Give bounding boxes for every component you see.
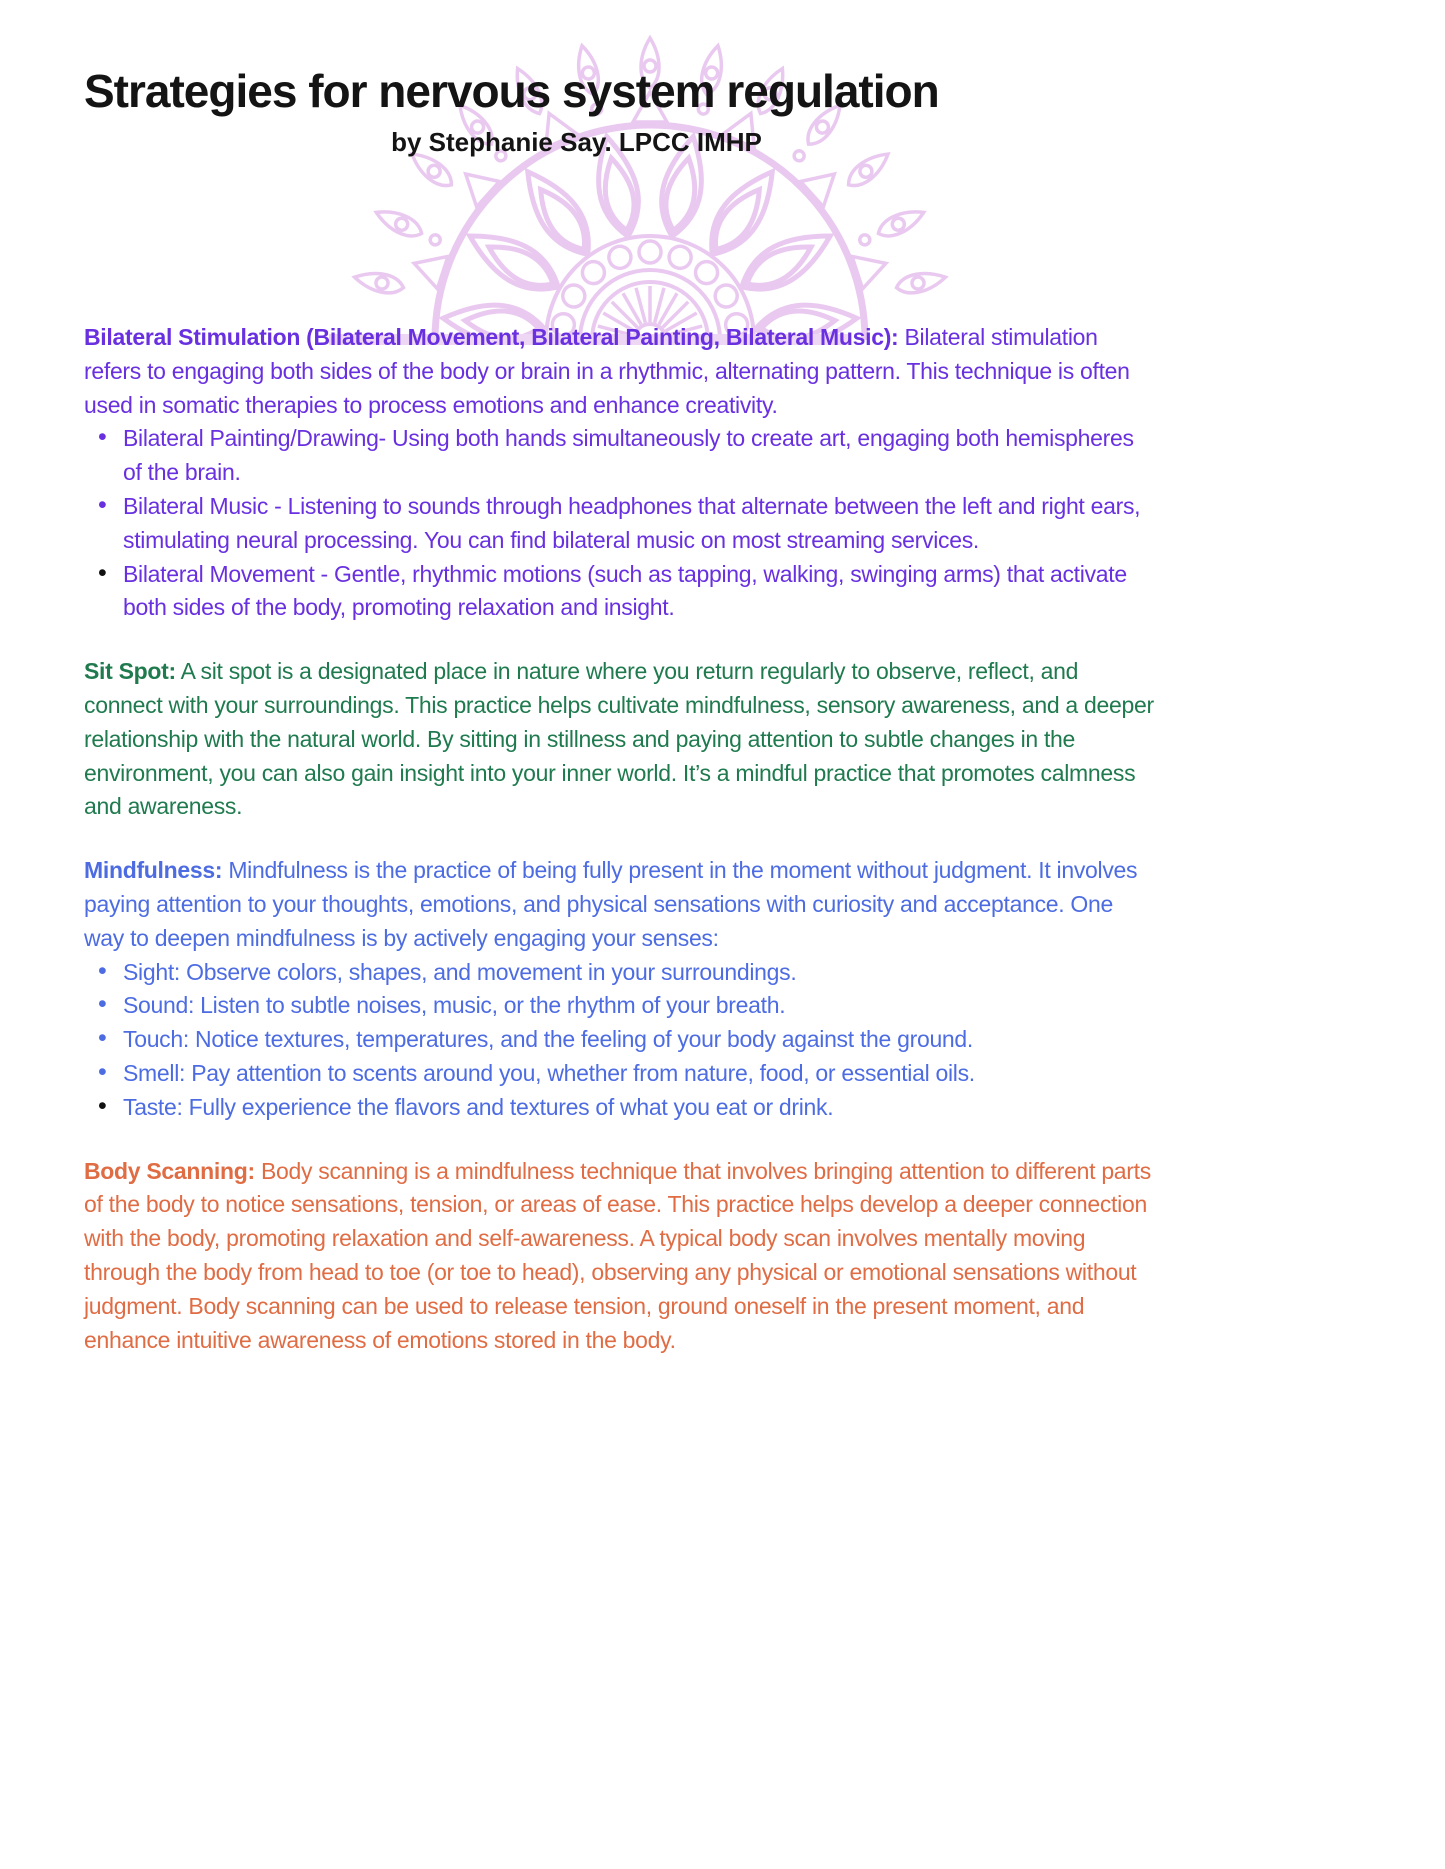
section-body-text: Mindfulness is the practice of being fully present in the moment without judgment. It involves paying attention to your thoughts, emotions, and physical sensations with curiosity and acceptance. One way to deepen mindfulness is by actively engaging your senses:	[84, 857, 1138, 951]
section-paragraph	[84, 655, 1154, 824]
section-body-text: A sit spot is a designated place in nature where you return regularly to observe, reflect, and connect with your surroundings. This practice helps cultivate mindfulness, sensory awareness, and a deeper relationship with the natural world. By sitting in stillness and paying attention to subtle changes in the environment, you can also gain insight into your inner world. It’s a mindful practice that promotes calmness and awareness.	[84, 658, 1154, 820]
list-item	[84, 558, 1154, 626]
bullet-icon: •	[98, 990, 107, 1019]
section-body-scanning	[84, 1155, 1154, 1358]
section-heading: Sit Spot:	[84, 658, 176, 685]
page-title: Strategies for nervous system regulation	[84, 65, 939, 117]
section-paragraph	[84, 1155, 1154, 1358]
list-item	[84, 989, 1154, 1023]
section-heading: Body Scanning:	[84, 1157, 255, 1184]
byline: by Stephanie Say. LPCC IMHP	[391, 127, 762, 157]
bullet-list	[84, 956, 1154, 1125]
list-item	[84, 1057, 1154, 1091]
section-mindfulness	[84, 854, 1154, 1124]
bullet-icon: •	[98, 1091, 107, 1120]
document-body	[84, 321, 1154, 1357]
bullet-text: Taste: Fully experience the flavors and textures of what you eat or drink.	[123, 1093, 834, 1120]
bullet-icon: •	[98, 423, 107, 452]
bullet-icon: •	[98, 1024, 107, 1053]
bullet-icon: •	[98, 1057, 107, 1086]
bullet-icon: •	[98, 490, 107, 519]
bullet-text: Bilateral Music - Listening to sounds through headphones that alternate between the left and right ears, stimulating neural processing. You can find bilateral music on most streaming services.	[123, 492, 1141, 553]
section-sit-spot	[84, 655, 1154, 824]
list-item	[84, 1091, 1154, 1125]
list-item	[84, 956, 1154, 990]
section-paragraph	[84, 321, 1154, 422]
section-body-text: Bilateral stimulation refers to engaging both sides of the body or brain in a rhythmic, alternating pattern. This technique is often used in somatic therapies to process emotions and enhance creativity.	[84, 324, 1130, 418]
list-item	[84, 490, 1154, 558]
bullet-list	[84, 422, 1154, 625]
section-paragraph	[84, 854, 1154, 955]
list-item	[84, 1023, 1154, 1057]
document-header	[84, 64, 1069, 158]
bullet-text: Bilateral Movement - Gentle, rhythmic motions (such as tapping, walking, swinging arms) that activate both sides of the body, promoting relaxation and insight.	[123, 560, 1127, 621]
section-heading: Mindfulness:	[84, 857, 223, 884]
bullet-text: Touch: Notice textures, temperatures, and the feeling of your body against the ground.	[123, 1026, 974, 1053]
section-body-text: Body scanning is a mindfulness technique that involves bringing attention to different parts of the body to notice sensations, tension, or areas of ease. This practice helps develop a deeper connection with the body, promoting relaxation and self-awareness. A typical body scan involves mentally moving through the body from head to toe (or toe to head), observing any physical or emotional sensations without judgment. Body scanning can be used to release tension, ground oneself in the present moment, and enhance intuitive awareness of emotions stored in the body.	[84, 1157, 1151, 1353]
bullet-icon: •	[98, 558, 107, 587]
bullet-text: Sight: Observe colors, shapes, and movement in your surroundings.	[123, 958, 797, 985]
section-bilateral-stimulation	[84, 321, 1154, 625]
bullet-text: Smell: Pay attention to scents around you, whether from nature, food, or essential oils.	[123, 1059, 975, 1086]
section-heading: Bilateral Stimulation (Bilateral Movement, Bilateral Painting, Bilateral Music):	[84, 324, 899, 350]
bullet-text: Sound: Listen to subtle noises, music, or the rhythm of your breath.	[123, 992, 786, 1019]
list-item	[84, 422, 1154, 490]
bullet-icon: •	[98, 956, 107, 985]
bullet-text: Bilateral Painting/Drawing- Using both hands simultaneously to create art, engaging both hemispheres of the brain.	[123, 425, 1134, 486]
